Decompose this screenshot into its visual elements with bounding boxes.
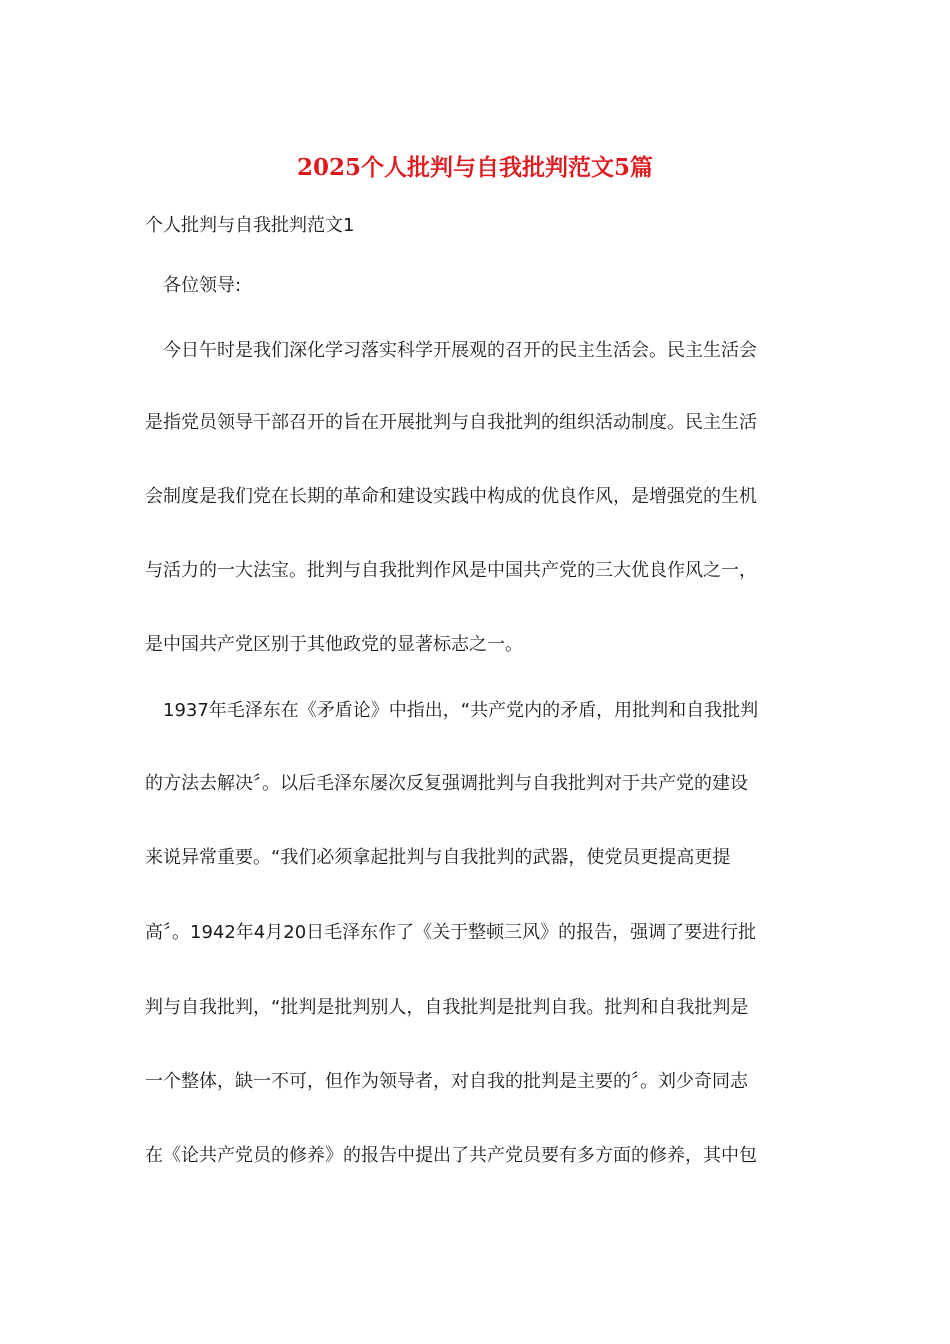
document-title: 2025个人批判与自我批判范文5篇 (296, 154, 654, 181)
paragraph-line: 是中国共产党区别于其他政党的显著标志之一。 (145, 634, 523, 655)
paragraph-line: 今日午时是我们深化学习落实科学开展观的召开的民主生活会。民主生活会 (163, 340, 757, 361)
paragraph-line: 会制度是我们党在长期的革命和建设实践中构成的优良作风，是增强党的生机 (145, 486, 757, 507)
section-heading: 个人批判与自我批判范文1 (145, 215, 355, 236)
paragraph-line: 一个整体，缺一不可，但作为领导者，对自我的批判是主要的〞。刘少奇同志 (145, 1071, 748, 1092)
salutation: 各位领导: (163, 275, 242, 296)
paragraph-line: 来说异常重要。“我们必须拿起批判与自我批判的武器，使党员更提高更提 (145, 847, 731, 868)
paragraph-line: 高〞。1942年4月20日毛泽东作了《关于整顿三风》的报告，强调了要进行批 (145, 922, 757, 943)
paragraph-line: 1937年毛泽东在《矛盾论》中指出，“共产党内的矛盾，用批判和自我批判 (163, 700, 759, 721)
paragraph-line: 判与自我批判，“批判是批判别人，自我批判是批判自我。批判和自我批判是 (145, 997, 749, 1018)
paragraph-line: 是指党员领导干部召开的旨在开展批判与自我批判的组织活动制度。民主生活 (145, 412, 757, 433)
paragraph-line: 在《论共产党员的修养》的报告中提出了共产党员要有多方面的修养，其中包 (145, 1145, 757, 1166)
paragraph-line: 与活力的一大法宝。批判与自我批判作风是中国共产党的三大优良作风之一， (145, 560, 757, 581)
paragraph-line: 的方法去解决〞。以后毛泽东屡次反复强调批判与自我批判对于共产党的建设 (145, 773, 748, 794)
